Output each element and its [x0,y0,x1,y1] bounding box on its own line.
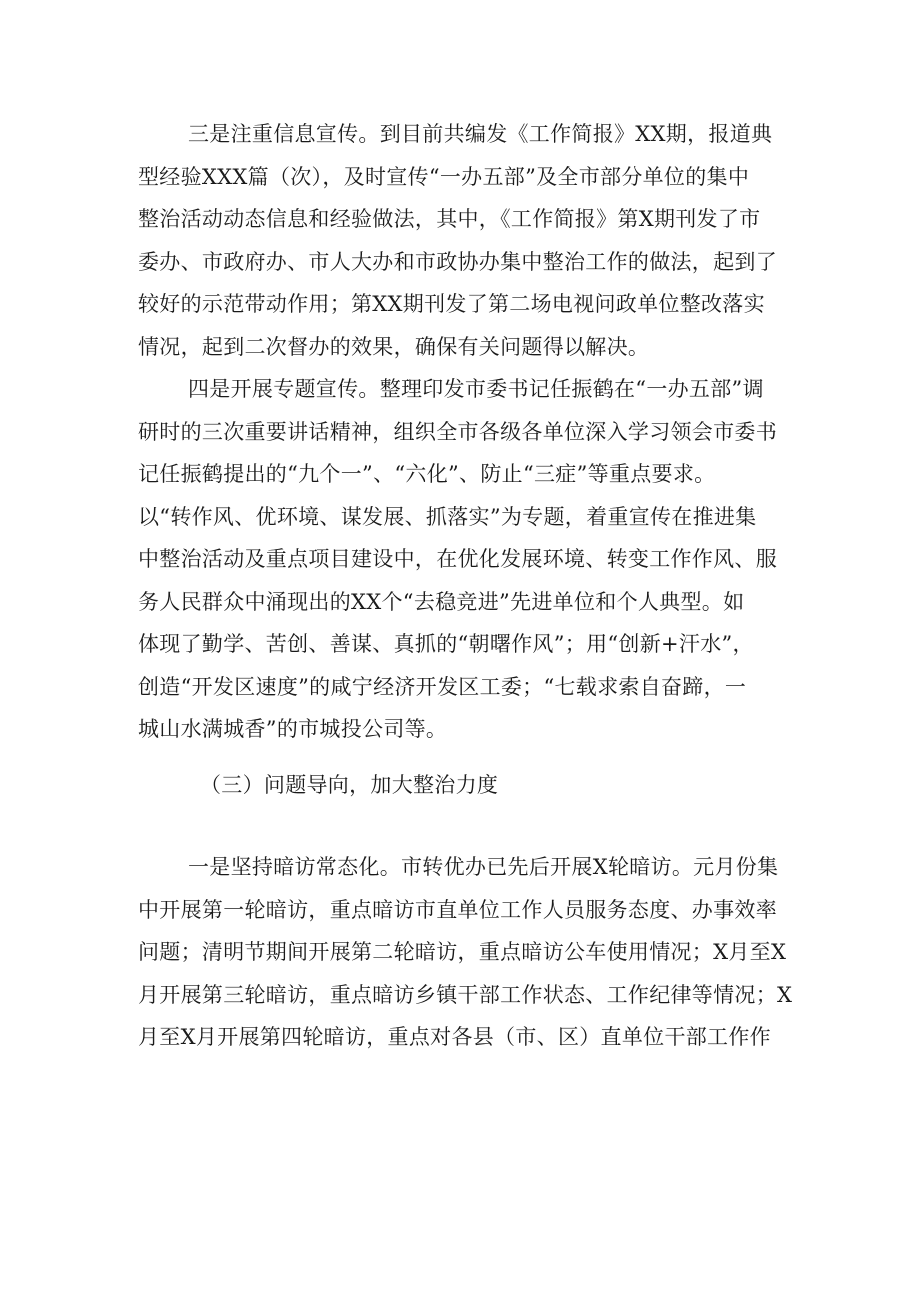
text-line: 月开展第三轮暗访，重点暗访乡镇干部工作状态、工作纪律等情况；X [138,982,793,1007]
spacer [138,806,798,846]
text-line: 中开展第一轮暗访，重点暗访市直单位工作人员服务态度、办事效率 [138,897,777,922]
text-line: 一是坚持暗访常态化。市转优办已先后开展X轮暗访。元月份集 [188,855,779,879]
text-line: 三是注重信息宣传。到目前共编发《工作简报》XX期，报道典 [188,122,773,146]
text-line: 城山水满城香”的市城投公司等。 [138,717,448,741]
text-line: 务人民群众中涌现出的XX个“去稳竞进”先进单位和个人典型。如 [138,589,745,614]
text-line: 月至X月开展第四轮暗访，重点对各县（市、区）直单位干部工作作 [138,1025,771,1049]
document-body [138,113,798,1059]
text-line: 问题；清明节期间开展第二轮暗访，重点暗访公车使用情况；X月至X [138,940,787,964]
text-line: 型经验XXX篇（次），及时宣传“一办五部”及全市部分单位的集中 [138,164,750,189]
text-line: 创造“开发区速度”的咸宁经济开发区工委；“七载求索自奋蹄，一 [138,674,747,699]
paragraph-undercover-visits [138,846,798,1059]
text-line: 以“转作风、优环境、谋发展、抓落实”为专题，着重宣传在推进集 [138,504,757,529]
text-line: 四是开展专题宣传。整理印发市委书记任振鹤在“一办五部”调 [188,377,764,401]
text-line: 情况，起到二次督办的效果，确保有关问题得以解决。 [138,334,650,359]
text-line: 委办、市政府办、市人大办和市政协办集中整治工作的做法，起到了 [138,249,777,274]
section-heading: （三）问题导向，加大整治力度 [200,772,499,797]
paragraph-info-publicity [138,113,798,368]
text-line: 中整治活动及重点项目建设中，在优化发展环境、转变工作作风、服 [138,547,777,571]
text-line: 较好的示范带动作用；第XX期刊发了第二场电视问政单位整改落实 [138,292,765,316]
text-line: 研时的三次重要讲话精神，组织全市各级各单位深入学习领会市委书 [138,419,777,444]
text-line: 整治活动动态信息和经验做法，其中，《工作简报》第X期刊发了市 [138,207,761,231]
spacer [138,751,798,764]
text-line: 体现了勤学、苦创、善谋、真抓的“朝曙作风”；用“创新+汗水”， [138,632,754,656]
text-line: 记任振鹤提出的“九个一”、“六化”、防止“三症”等重点要求。 [138,462,716,486]
paragraph-special-publicity [138,368,798,751]
